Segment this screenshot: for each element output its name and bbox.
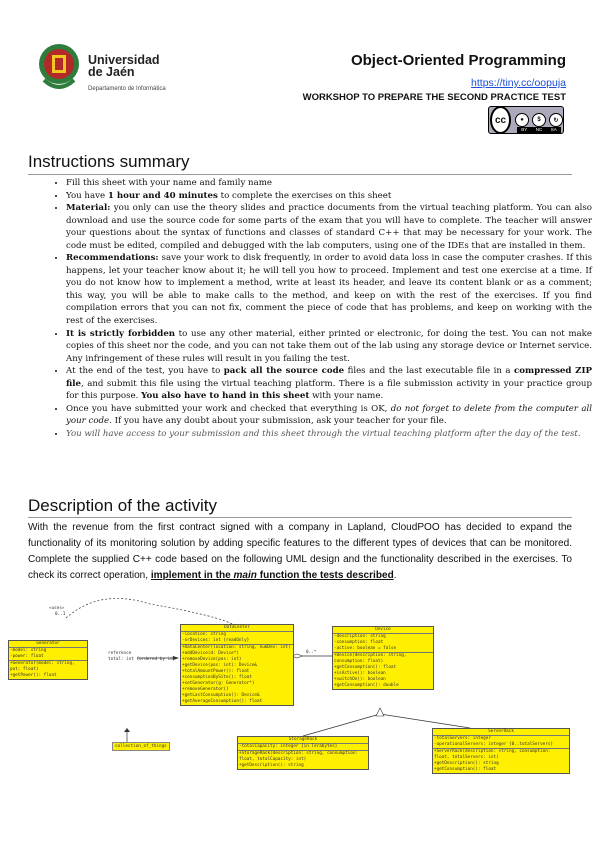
uses-multiplicity: 0..1 (55, 612, 66, 617)
description-heading: Description of the activity (28, 496, 217, 515)
datacenter-title: DataCenter (181, 625, 293, 632)
instruction-item: • Recommendations: save your work to disk frequently, in order to avoid data loss in case the computer crashes. If this happens, let your teacher know about it; he will tell you how to proceed. Implement and test one exercise at a time. If you do not know how to implement a method, write at least its header, and leave its content blank or as a comment; this way, you will be able to make calls to the method, and keep on with the rest of the exercises. If you find compilation errors that you can not fix, comment the piece of code that has problems, and keep on working with the rest of the exercises. (66, 252, 592, 327)
instruction-item: • Material: you only can use the theory slides and practice documents from the virtual teaching platform. You can also download and use the source code for some parts of the exam that you will have to complete. The teacher will answer your questions about the syntax of functions and classes of standard C++ that may be necessary for your work. The code must be edited, compiled and debugged with the lab computers, using one of the IDEs that are installed in them. (66, 202, 592, 252)
no-dollar-icon: $ (532, 113, 546, 127)
instructions-list (46, 177, 592, 440)
cc-license-badge (488, 106, 564, 134)
instruction-item: • At the end of the test, you have to pack all the source code files and the last executable file in a compressed ZIP file, and submit this file using the virtual teaching platform. There is a file submission activity in your practice group for this purpose. You also have to hand in this sheet with your name. (66, 365, 592, 403)
uml-class-serverrack: ServerRack -totalServers: integer -operationalServers: integer {0..totalServers} +ServerRack(description: string, consumption: float, totalServers: int) +getDescription(): string +getConsumption(): float (432, 728, 570, 774)
instruction-item: • Once you have submitted your work and checked that everything is OK, do not forget to delete from the computer all your code. If you have any doubt about your submission, ask your teacher for your file. (66, 403, 592, 428)
uml-note: collection_of_things (112, 742, 170, 751)
uml-class-datacenter: DataCenter -location: string -nrDevices: int {readOnly} +DataCenter(location: string, numDev: int) +addDevice(d: Device*) +removeDevice(pos: int) +getDevice(pos: int): Device& +totalAmountPower(): float +consumptionBySite(): float +setGenerator(g: Generator*) +removeGenerator() +getLastConsumption(): Device& +getAverageConsumption(): float (180, 624, 294, 706)
course-url-link[interactable]: https://tiny.cc/oopuja (471, 77, 566, 89)
uml-class-device: Device -description: string -consumption: float -active: boolean = false +Device(description: string, consumption: float) +getConsumption(): float +isActive(): boolean +switchOn(): boolean +getConsumption(): double (332, 626, 434, 690)
description-paragraph: With the revenue from the first contract signed with a company in Lapland, CloudPOO has decided to expand the functionality of its monitoring solution by adding specific features to the different types of devices that can be monitored. Complete the supplied C++ code based on the following UML design and the functionality described in the exercises. To check its correct operation, implement in the main function the tests described. (28, 522, 572, 581)
instruction-item: • It is strictly forbidden to use any other material, either printed or electronic, for doing the test. You can not make copies of this sheet nor the code, and you can not take them out of the lab using any storage device or Internet service. Any infringement of these rules will result in you failing the test. (66, 328, 592, 366)
description-divider (28, 517, 572, 518)
reference-label: reference (108, 651, 132, 656)
instruction-item: • Fill this sheet with your name and family name (66, 177, 592, 190)
storagerack-title: StorageRack (238, 737, 368, 744)
uses-label: «uses» (49, 606, 65, 611)
device-title: Device (333, 627, 433, 634)
university-name-line1: Universidad (88, 53, 160, 67)
instructions-divider (28, 174, 572, 175)
share-alike-icon: ↻ (549, 113, 563, 127)
generator-title: Generator (9, 641, 87, 648)
serverrack-title: ServerRack (433, 729, 569, 736)
description-emphasis: implement in the main function the tests described (150, 569, 394, 581)
instructions-heading: Instructions summary (28, 152, 190, 171)
device-multiplicity: 0..* (306, 650, 317, 655)
person-icon: ● (515, 113, 529, 127)
course-title: Object-Oriented Programming (350, 52, 566, 69)
uml-class-storagerack: StorageRack -totalCapacity: integer {in Terabytes} +StorageRack(description: string, consumption: float, totalCapacity: int) +getDescription(): string (237, 736, 369, 770)
cc-label-nc: NC (535, 127, 543, 132)
university-name-line2: de Jaén (88, 65, 135, 79)
instruction-item: • You have 1 hour and 40 minutes to complete the exercises on this sheet (66, 190, 592, 203)
cc-label-by: BY (521, 127, 528, 132)
instruction-item: • You will have access to your submission and this sheet through the virtual teaching platform after the day of the test. (66, 428, 592, 441)
university-crest-icon (36, 40, 82, 94)
cc-logo: cc (490, 106, 511, 134)
university-logo (36, 40, 186, 96)
cc-label-sa: SA (550, 127, 557, 132)
description-text: With the revenue from the first contract signed with a company in Lapland, CloudPOO has decided to expand the functionality of its monitoring solution by adding specific features to the different types of devices that can be monitored. Complete the supplied C++ code based on the following UML design and the functionality described in the exercises. To check its correct operation, (28, 522, 572, 581)
department-name: Departamento de Informática (88, 86, 166, 92)
uml-diagram (0, 596, 600, 776)
reference-sublabel: total: int {ordered by id} (108, 657, 176, 662)
workshop-title: WORKSHOP TO PREPARE THE SECOND PRACTICE TEST (302, 92, 566, 103)
uml-class-generator: Generator -model: string -power: float +Generator(model: string, pot: float) +getPower(): float (8, 640, 88, 680)
